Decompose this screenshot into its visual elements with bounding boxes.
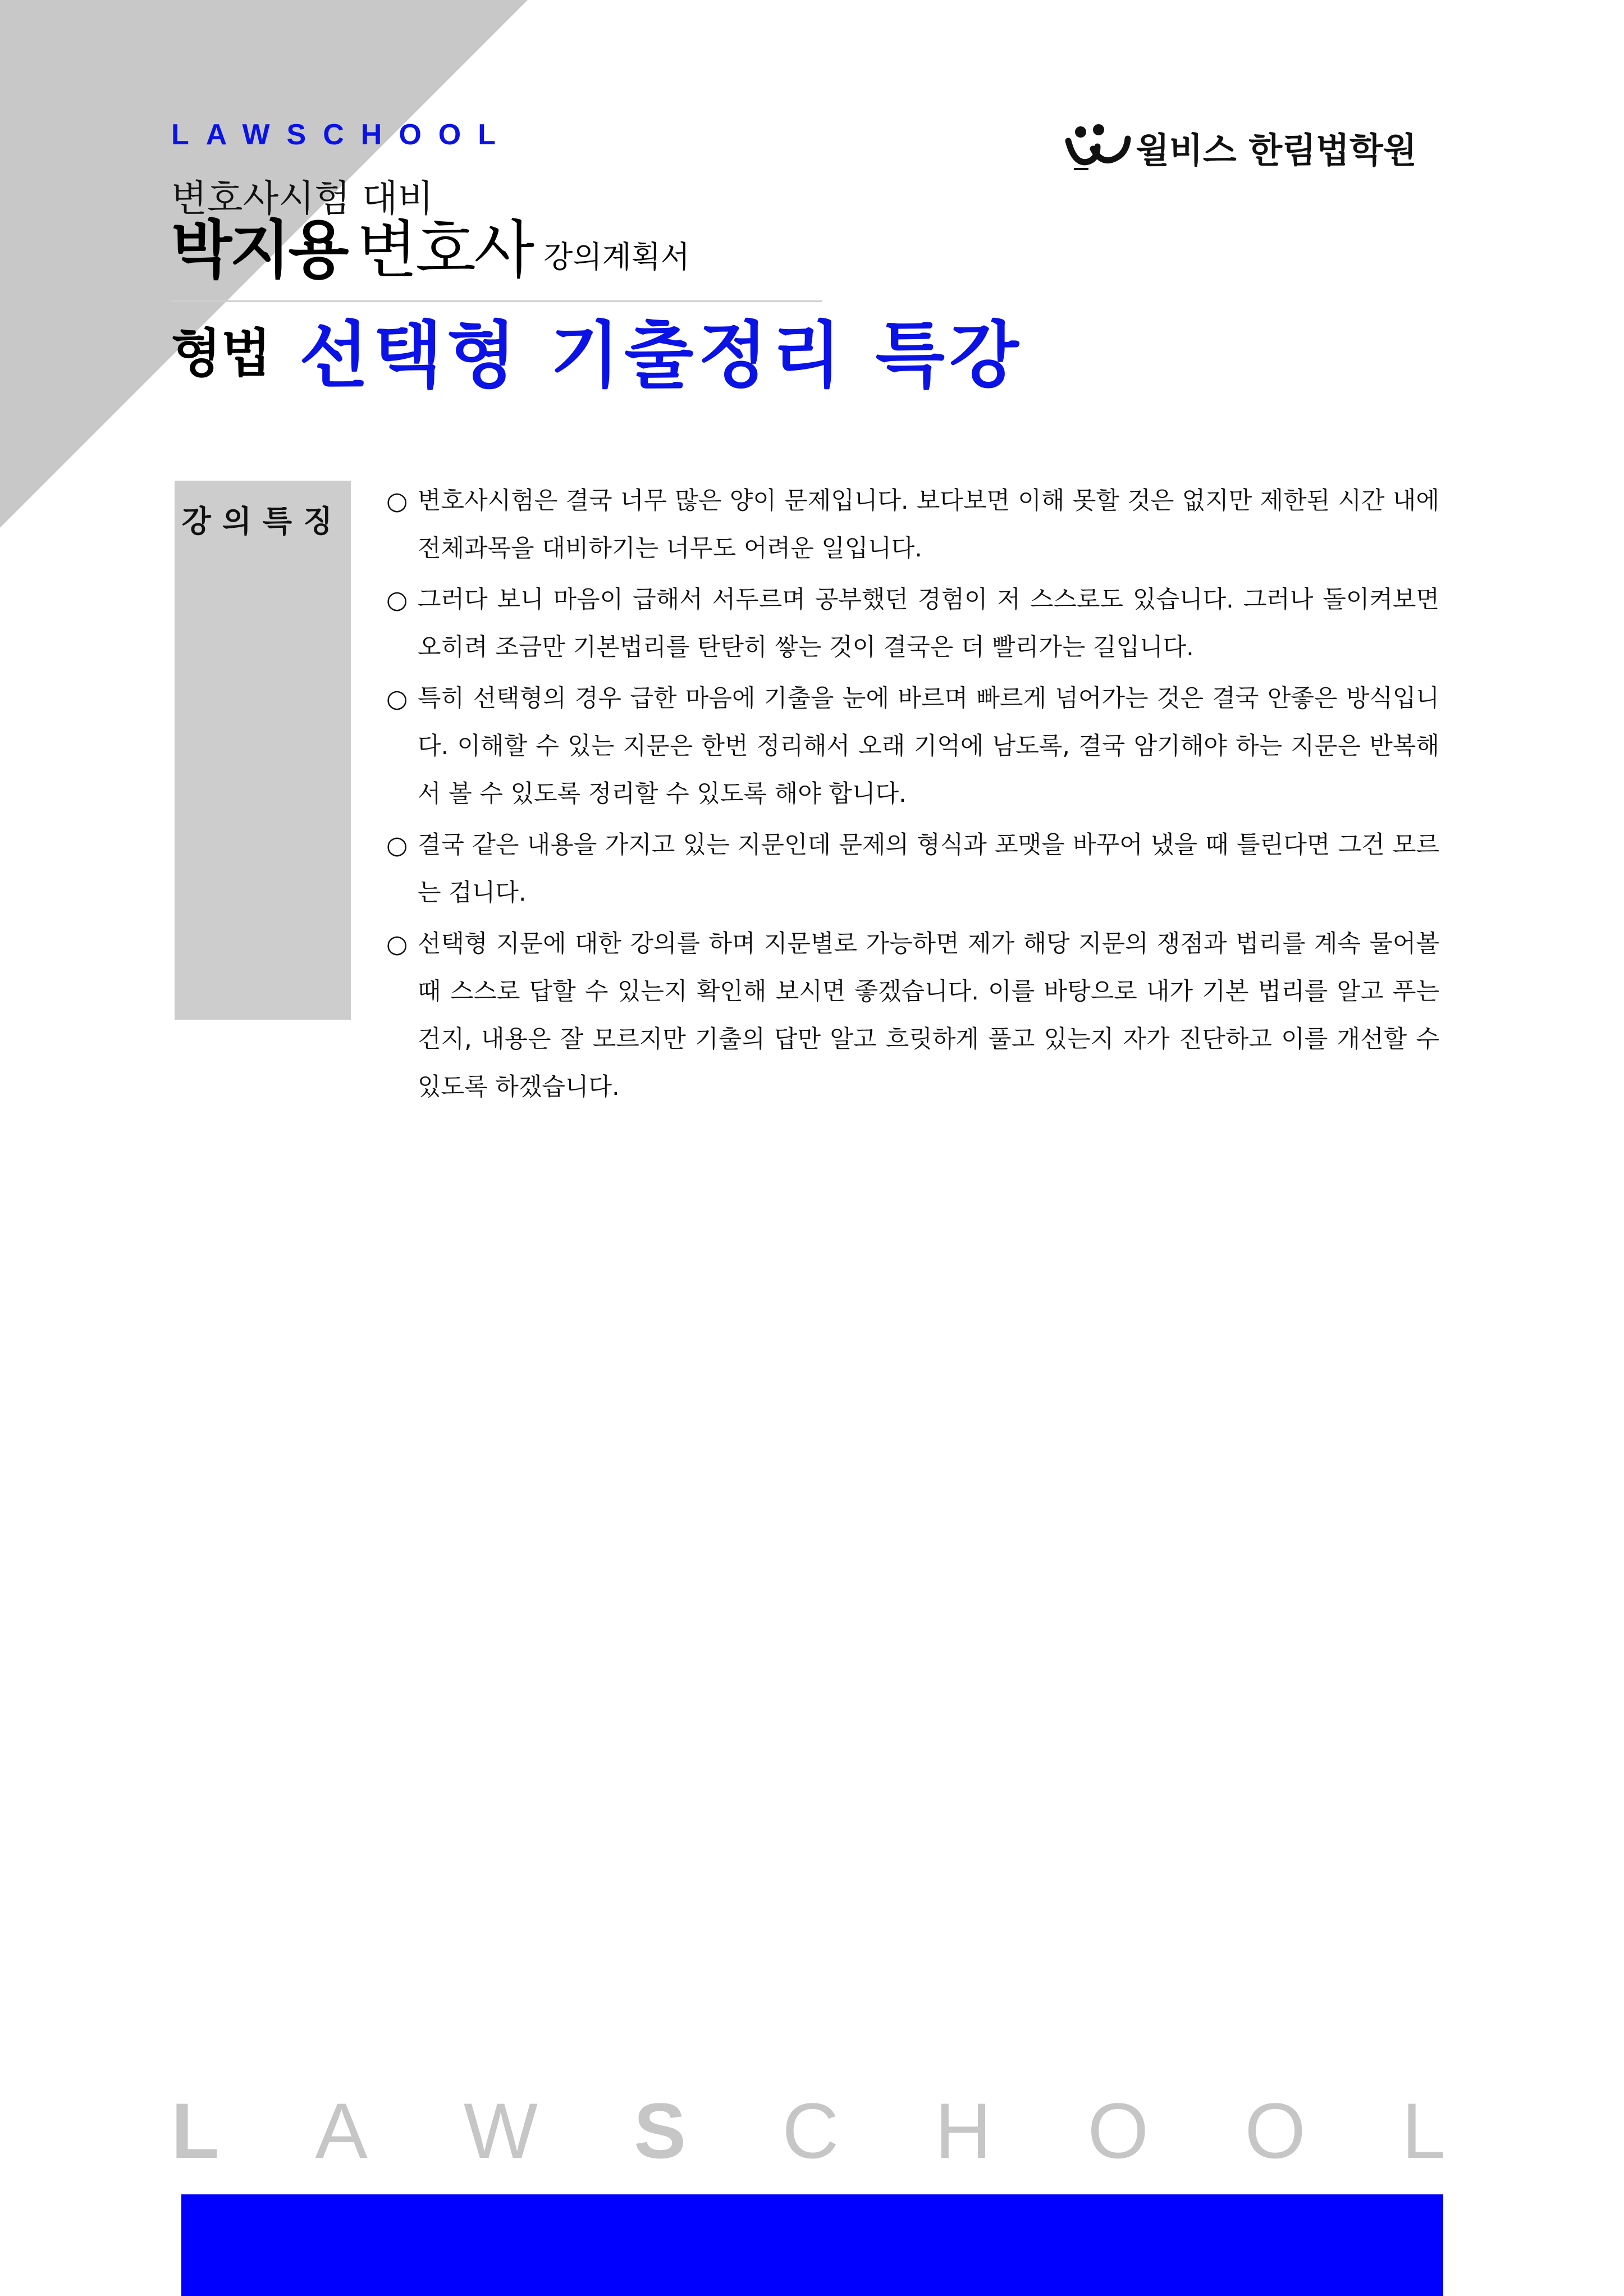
list-item-text: 그러다 보니 마음이 급해서 서두르며 공부했던 경험이 저 스스로도 있습니다. 그러나 돌이켜보면 오히려 조금만 기본법리를 탄탄히 쌓는 것이 결국은 더 빨리가는 길입니다. bbox=[418, 586, 1439, 661]
academy-logo bbox=[1064, 119, 1445, 175]
bullet-circle-icon: ○ bbox=[386, 487, 408, 515]
lecture-features-list bbox=[386, 477, 1439, 1111]
list-item bbox=[386, 477, 1439, 573]
footer-blue-bar bbox=[181, 2194, 1443, 2296]
document-type: 강의계획서 bbox=[543, 239, 690, 275]
academy-logo-icon bbox=[1064, 122, 1131, 172]
list-item bbox=[386, 576, 1439, 672]
instructor-heading bbox=[171, 216, 690, 285]
list-item bbox=[386, 920, 1439, 1111]
wordmark-letter: W bbox=[463, 2087, 538, 2175]
wordmark-letter: L bbox=[171, 2087, 219, 2175]
instructor-name: 박지용 bbox=[171, 214, 347, 287]
bullet-circle-icon: ○ bbox=[386, 586, 408, 614]
list-item-text: 변호사시험은 결국 너무 많은 양이 문제입니다. 보다보면 이해 못할 것은 없지만 제한된 시간 내에 전체과목을 대비하기는 너무도 어려운 일입니다. bbox=[418, 487, 1439, 563]
list-item-text: 특히 선택형의 경우 급한 마음에 기출을 눈에 바르며 빠르게 넘어가는 것은 결국 안좋은 방식입니다. 이해할 수 있는 지문은 한번 정리해서 오래 기억에 남도록, 결국 암기해야 하는 지문은 반복해서 볼 수 있도록 정리할 수 있도록 해야 합니다. bbox=[418, 684, 1439, 808]
section-label-panel bbox=[175, 481, 351, 1020]
list-item-text: 선택형 지문에 대한 강의를 하며 지문별로 가능하면 제가 해당 지문의 쟁점과 법리를 계속 물어볼 때 스스로 답할 수 있는지 확인해 보시면 좋겠습니다. 이를 바탕으로 내가 기본 법리를 알고 푸는건지, 내용은 잘 모르지만 기출의 답만 알고 흐릿하게 풀고 있는지 자가 진단하고 이를 개선할 수 있도록 하겠습니다. bbox=[418, 930, 1439, 1101]
bullet-circle-icon: ○ bbox=[386, 684, 408, 713]
wordmark-letter: L bbox=[1402, 2087, 1445, 2175]
course-heading bbox=[171, 298, 1023, 401]
list-item bbox=[386, 675, 1439, 818]
footer-wordmark bbox=[171, 2087, 1445, 2175]
instructor-role: 변호사 bbox=[356, 214, 533, 287]
course-title: 선택형 기출정리 특강 bbox=[299, 314, 1023, 398]
bullet-circle-icon: ○ bbox=[386, 831, 408, 860]
list-item-text: 결국 같은 내용을 가지고 있는 지문인데 문제의 형식과 포맷을 바꾸어 냈을 때 틀린다면 그건 모르는 겁니다. bbox=[418, 831, 1439, 907]
course-subject: 형법 bbox=[171, 323, 271, 384]
wordmark-letter: C bbox=[782, 2087, 839, 2175]
academy-logo-text: 윌비스 한림법학원 bbox=[1136, 129, 1417, 171]
exam-subtitle: 변호사시험 대비 bbox=[171, 177, 434, 220]
brand-lawschool-top: LAWSCHOOL bbox=[171, 118, 513, 151]
wordmark-letter: H bbox=[935, 2087, 992, 2175]
wordmark-letter: S bbox=[633, 2087, 687, 2175]
wordmark-letter: O bbox=[1245, 2087, 1306, 2175]
wordmark-letter: A bbox=[315, 2087, 368, 2175]
bullet-circle-icon: ○ bbox=[386, 930, 408, 958]
section-label: 강의특징 bbox=[181, 504, 344, 539]
wordmark-letter: O bbox=[1087, 2087, 1149, 2175]
list-item bbox=[386, 821, 1439, 917]
